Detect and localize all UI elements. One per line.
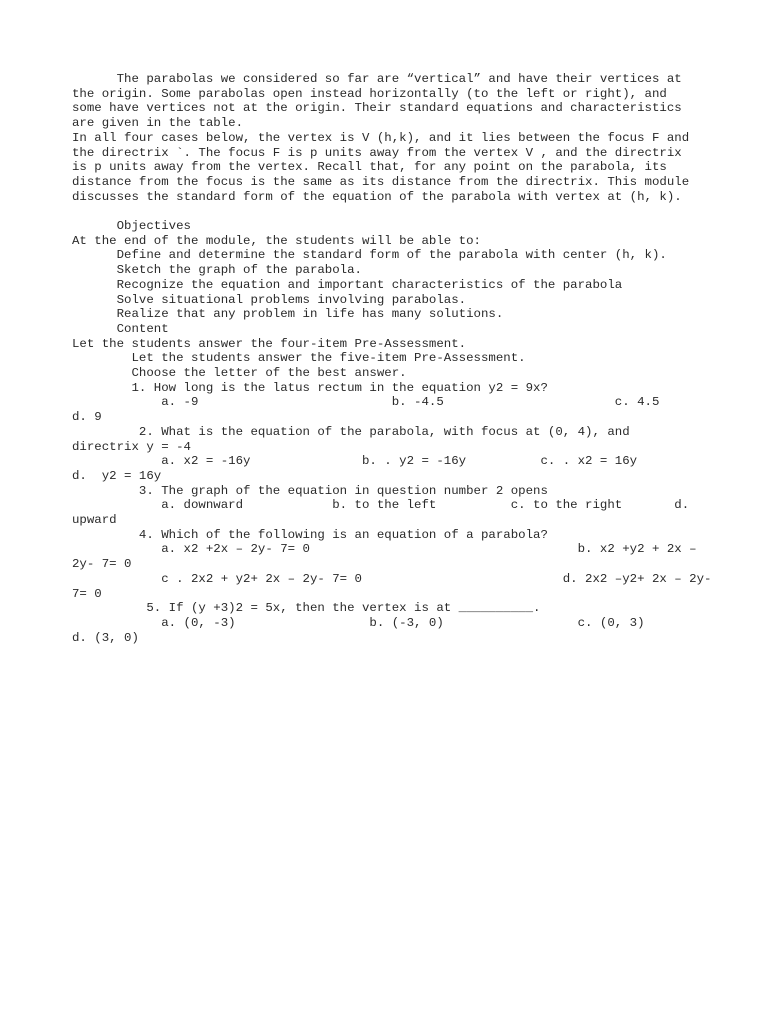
- content-line: Choose the letter of the best answer.: [72, 366, 407, 380]
- question-3-options-cont: upward: [72, 513, 117, 527]
- intro-line: some have vertices not at the origin. Their standard equations and characteristics: [72, 101, 682, 116]
- question-3-options: a. downward b. to the left c. to the right d.: [72, 498, 690, 513]
- question-1: 1. How long is the latus rectum in the equation y2 = 9x?: [72, 380, 548, 395]
- content-heading: Content: [72, 321, 169, 336]
- objectives-heading: Objectives: [72, 219, 191, 233]
- question-2: 2. What is the equation of the parabola, with focus at (0, 4), and: [72, 424, 630, 439]
- question-4-options-cont: 2y- 7= 0: [72, 557, 132, 572]
- objective-item: Define and determine the standard form of the parabola with center (h, k).: [72, 248, 667, 263]
- intro-line: distance from the focus is the same as its distance from the directrix. This module: [72, 174, 690, 189]
- intro-line: is p units away from the vertex. Recall that, for any point on the parabola, its: [72, 160, 667, 175]
- question-4-options: a. x2 +2x – 2y- 7= 0 b. x2 +y2 + 2x –: [72, 542, 697, 557]
- question-4: 4. Which of the following is an equation of a parabola?: [72, 527, 548, 542]
- question-1-options-cont: d. 9: [72, 410, 102, 425]
- question-5: 5. If (y +3)2 = 5x, then the vertex is at __________.: [72, 601, 541, 616]
- objective-item: Recognize the equation and important characteristics of the parabola: [72, 277, 623, 292]
- intro-line: In all four cases below, the vertex is V (h,k), and it lies between the focus F and: [72, 130, 690, 145]
- objective-item: Solve situational problems involving parabolas.: [72, 292, 467, 307]
- objective-item: Realize that any problem in life has many solutions.: [72, 307, 504, 322]
- question-3: 3. The graph of the equation in question number 2 opens: [72, 483, 548, 498]
- intro-line: the origin. Some parabolas open instead horizontally (to the left or right), and: [72, 86, 667, 101]
- question-2-options: a. x2 = -16y b. . y2 = -16y c. . x2 = 16y: [72, 454, 638, 469]
- question-4-options-cont: 7= 0: [72, 586, 102, 601]
- question-2-options-cont: d. y2 = 16y: [72, 468, 162, 483]
- question-1-options: a. -9 b. -4.5 c. 4.5: [72, 395, 660, 410]
- content-line: Let the students answer the five-item Pre-Assessment.: [72, 351, 526, 366]
- question-4-options: c . 2x2 + y2+ 2x – 2y- 7= 0 d. 2x2 –y2+ 2x – 2y-: [72, 571, 712, 586]
- intro-line: The parabolas we considered so far are “vertical” and have their vertices at: [72, 72, 682, 86]
- question-2-cont: directrix y = -4: [72, 439, 191, 454]
- intro-line: discusses the standard form of the equation of the parabola with vertex at (h, k).: [72, 189, 682, 204]
- intro-line: are given in the table.: [72, 116, 244, 131]
- content-line: Let the students answer the four-item Pre-Assessment.: [72, 336, 467, 351]
- objective-item: Sketch the graph of the parabola.: [72, 263, 362, 278]
- question-5-options-cont: d. (3, 0): [72, 630, 139, 645]
- question-5-options: a. (0, -3) b. (-3, 0) c. (0, 3): [72, 615, 645, 630]
- intro-line: the directrix `. The focus F is p units away from the vertex V , and the directrix: [72, 145, 682, 160]
- objectives-lead: At the end of the module, the students will be able to:: [72, 233, 481, 248]
